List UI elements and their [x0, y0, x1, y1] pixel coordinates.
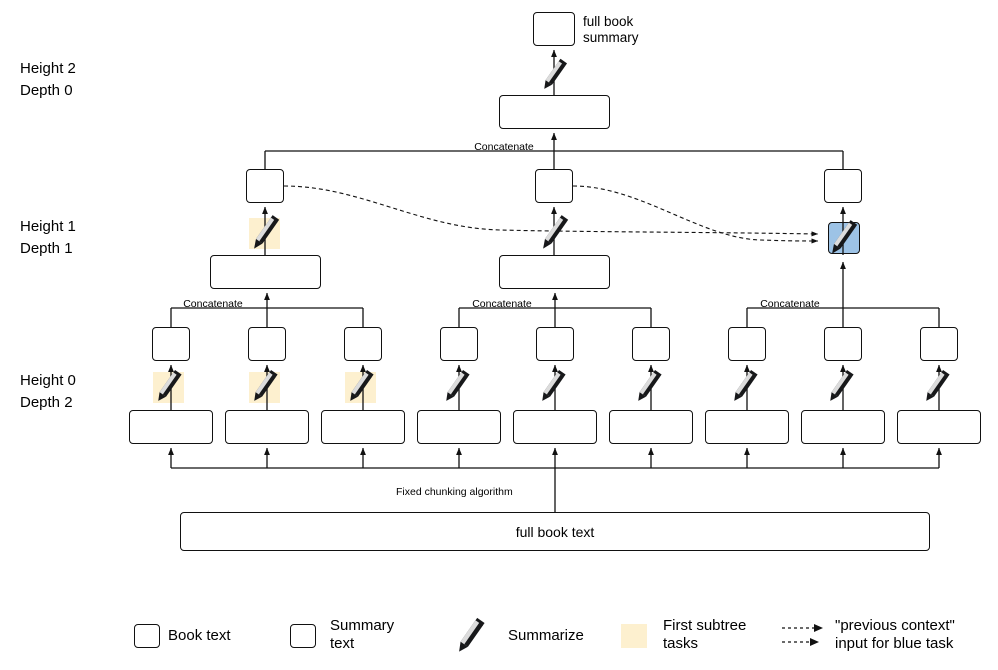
node-book-chunk-1: [129, 410, 213, 444]
chunking-algorithm-label: Fixed chunking algorithm: [396, 486, 513, 498]
legend-icon-summary-text: [290, 624, 316, 648]
concatenate-label-h1-1: Concatenate: [183, 298, 243, 310]
node-concat-depth0: [499, 95, 610, 129]
node-book-chunk-8: [801, 410, 885, 444]
node-h0-summary-5: [536, 327, 574, 361]
concatenate-label-h1-3: Concatenate: [760, 298, 820, 310]
node-h0-summary-7: [728, 327, 766, 361]
node-blue-task: [828, 222, 860, 254]
full-book-text-label: full book text: [515, 524, 595, 540]
level-label-height2: Height 2 Depth 0: [20, 60, 76, 99]
concatenate-label-depth0: Concatenate: [474, 141, 534, 153]
level-label-height1: Height 1 Depth 1: [20, 218, 76, 257]
legend: [0, 608, 998, 668]
node-book-chunk-3: [321, 410, 405, 444]
full-book-summary-label: full book summary: [583, 14, 639, 45]
node-book-chunk-9: [897, 410, 981, 444]
node-h0-summary-3: [344, 327, 382, 361]
node-h0-summary-6: [632, 327, 670, 361]
concatenate-label-h1-2: Concatenate: [472, 298, 532, 310]
node-h1-summary-2: [535, 169, 573, 203]
legend-label-summary-text: Summary text: [330, 617, 395, 652]
node-h0-summary-9: [920, 327, 958, 361]
node-book-chunk-4: [417, 410, 501, 444]
legend-label-summarize: Summarize: [508, 627, 584, 644]
node-full-book-summary: [533, 12, 575, 46]
node-h1-summary-3: [824, 169, 862, 203]
node-book-chunk-5: [513, 410, 597, 444]
legend-label-previous-context: "previous context" input for blue task: [835, 617, 955, 652]
level-label-height0: Height 0 Depth 2: [20, 372, 76, 411]
legend-icon-book-text: [134, 624, 160, 648]
node-book-chunk-2: [225, 410, 309, 444]
highlight-first-subtree-h0-1: [153, 372, 184, 403]
highlight-first-subtree-h0-2: [249, 372, 280, 403]
legend-icon-first-subtree: [621, 624, 647, 648]
node-concat-h1-2: [499, 255, 610, 289]
node-h0-summary-4: [440, 327, 478, 361]
node-h1-summary-1: [246, 169, 284, 203]
node-book-chunk-6: [609, 410, 693, 444]
node-h0-summary-2: [248, 327, 286, 361]
node-book-chunk-7: [705, 410, 789, 444]
highlight-first-subtree-h0-3: [345, 372, 376, 403]
node-h0-summary-8: [824, 327, 862, 361]
node-h0-summary-1: [152, 327, 190, 361]
legend-label-first-subtree: First subtree tasks: [663, 617, 747, 652]
legend-label-book-text: Book text: [168, 627, 231, 644]
highlight-first-subtree-h1: [249, 218, 280, 249]
node-concat-h1-1: [210, 255, 321, 289]
